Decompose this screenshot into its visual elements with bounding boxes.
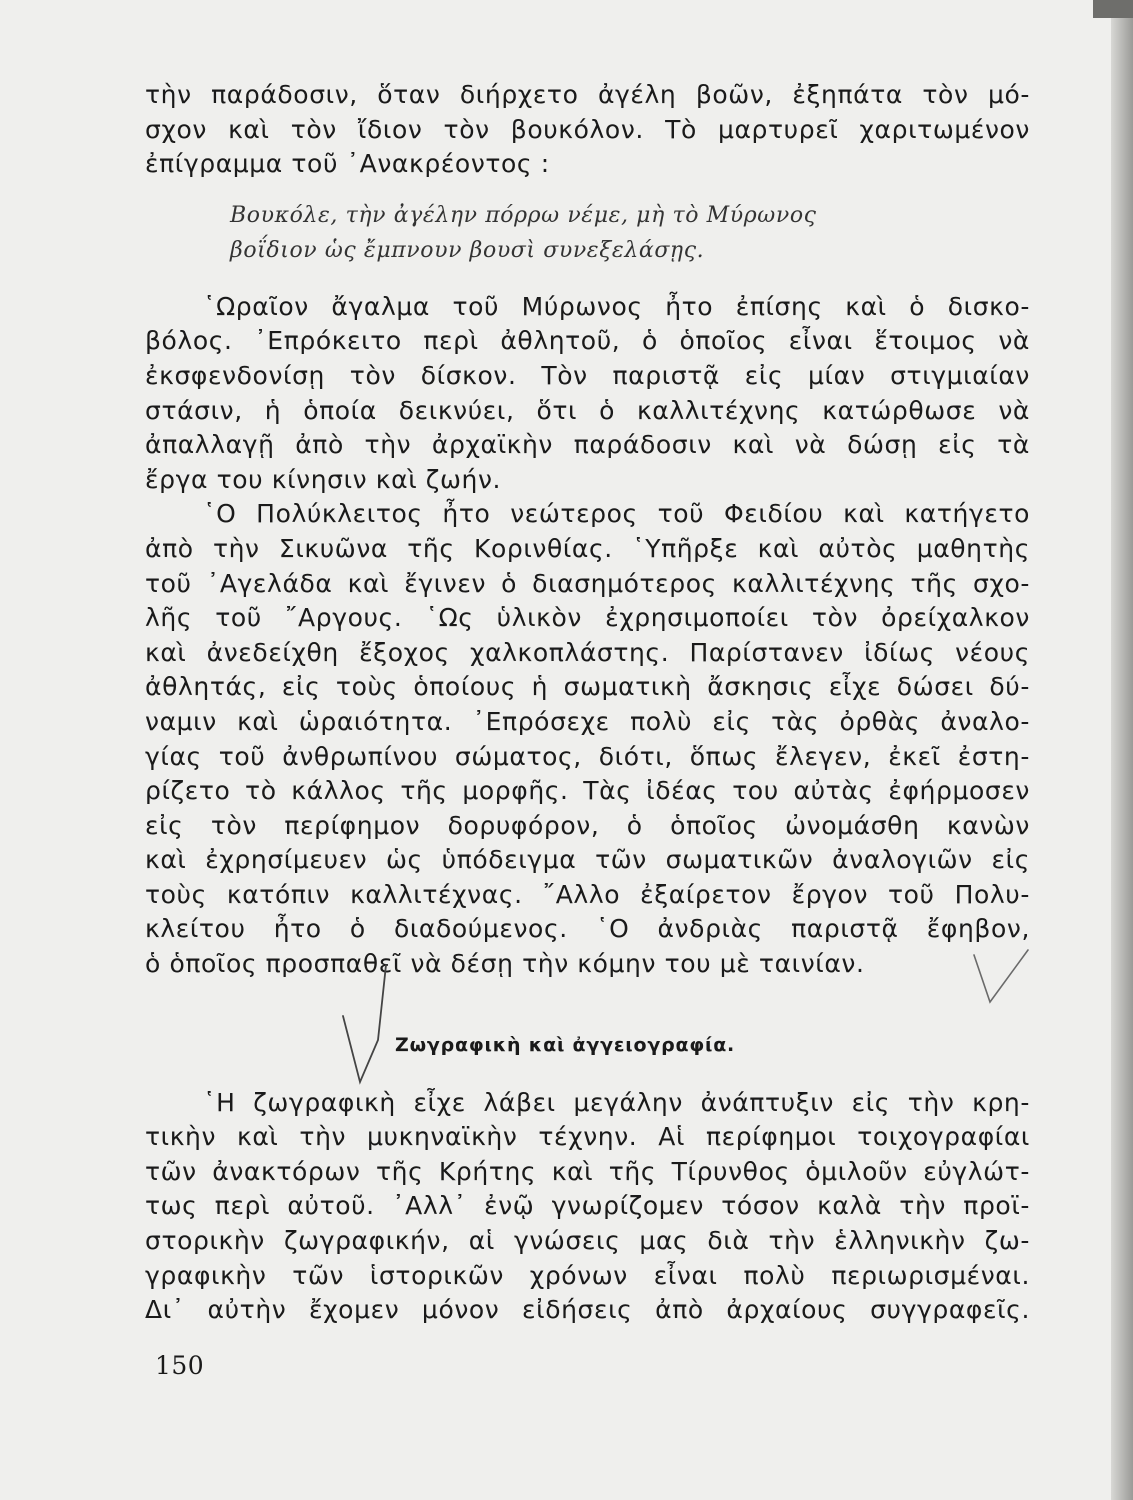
page-body — [145, 78, 1030, 1328]
text-line: κλείτου ἦτο ὁ διαδούμενος. ῾Ο ἀνδριὰς παριστᾷ ἔφηβον, — [145, 914, 1030, 944]
text-line: λῆς τοῦ ῎Αργους. ῾Ως ὑλικὸν ἐχρησιμοποίει τὸν ὀρείχαλκον — [145, 603, 1030, 633]
text-line: ῾Ο Πολύκλειτος ἦτο νεώτερος τοῦ Φειδίου καὶ κατήγετο — [203, 499, 1030, 529]
paragraph-3 — [145, 497, 1030, 981]
text-line: ῾Η ζωγραφικὴ εἶχε λάβει μεγάλην ἀνάπτυξιν εἰς τὴν κρη- — [203, 1087, 1030, 1117]
paragraph-1 — [145, 78, 1030, 182]
text-line: εἰς τὸν περίφημον δορυφόρον, ὁ ὁποῖος ὠνομάσθη κανὼν — [145, 810, 1030, 840]
text-line: καὶ ἀνεδείχθη ἔξοχος χαλκοπλάστης. Παρίστανεν ἰδίως νέους — [145, 637, 1030, 667]
text-line: γίας τοῦ ἀνθρωπίνου σώματος, διότι, ὅπως ἔλεγεν, ἐκεῖ ἐστη- — [145, 741, 1030, 771]
text-line: σχον καὶ τὸν ἴδιον τὸν βουκόλον. Τὸ μαρτυρεῖ χαριτωμένον — [145, 114, 1030, 144]
text-line: ἀθλητάς, εἰς τοὺς ὁποίους ἡ σωματικὴ ἄσκησις εἶχε δώσει δύ- — [145, 672, 1030, 702]
paragraph-4 — [145, 1086, 1030, 1328]
text-line: γραφικὴν τῶν ἱστορικῶν χρόνων εἶναι πολὺ περιωρισμέναι. — [145, 1260, 1030, 1290]
page-number: 150 — [155, 1351, 205, 1380]
text-line: τῶν ἀνακτόρων τῆς Κρήτης καὶ τῆς Τίρυνθος ὁμιλοῦν εὐγλώτ- — [145, 1156, 1030, 1186]
text-line: τὴν παράδοσιν, ὅταν διήρχετο ἀγέλη βοῶν, ἐξηπάτα τὸν μό- — [145, 80, 1030, 109]
paragraph-2 — [145, 290, 1030, 498]
page-corner-shadow — [1093, 0, 1133, 18]
text-line: ἐπίγραμμα τοῦ ᾿Ανακρέοντος : — [145, 149, 550, 179]
verse-line: Βουκόλε, τὴν ἀγέλην πόρρω νέμε, μὴ τὸ Μύρωνος — [230, 202, 817, 228]
verse-line: βοΐδιον ὡς ἔμπνουν βουσὶ συνεξελάσῃς. — [230, 237, 705, 263]
section-heading: Ζωγραφικὴ καὶ ἀγγειογραφία. — [395, 1033, 736, 1056]
text-line: καὶ ἐχρησίμευεν ὡς ὑπόδειγμα τῶν σωματικῶν ἀναλογιῶν εἰς — [145, 845, 1030, 875]
text-line: ἐκσφενδονίσῃ τὸν δίσκον. Τὸν παριστᾷ εἰς μίαν στιγμιαίαν — [145, 360, 1030, 390]
text-line: τοὺς κατόπιν καλλιτέχνας. ῎Αλλο ἐξαίρετον ἔργον τοῦ Πολυ- — [145, 879, 1030, 909]
text-line: τως περὶ αὐτοῦ. ᾿Αλλ᾿ ἐνῷ γνωρίζομεν τόσον καλὰ τὴν προϊ- — [145, 1191, 1030, 1221]
text-line: ρίζετο τὸ κάλλος τῆς μορφῆς. Τὰς ἰδέας του αὐτὰς ἐφήρμοσεν — [145, 776, 1030, 806]
text-line: ὁ ὁποῖος προσπαθεῖ νὰ δέσῃ τὴν κόμην του μὲ ταινίαν. — [145, 949, 865, 979]
text-line: στάσιν, ἡ ὁποία δεικνύει, ὅτι ὁ καλλιτέχνης κατώρθωσε νὰ — [145, 395, 1030, 425]
text-line: βόλος. ᾿Επρόκειτο περὶ ἀθλητοῦ, ὁ ὁποῖος εἶναι ἕτοιμος νὰ — [145, 326, 1030, 356]
text-line: ἀπαλλαγῇ ἀπὸ τὴν ἀρχαϊκὴν παράδοσιν καὶ νὰ δώσῃ εἰς τὰ — [145, 430, 1030, 460]
text-line: τικὴν καὶ τὴν μυκηναϊκὴν τέχνην. Αἱ περίφημοι τοιχογραφίαι — [145, 1122, 1030, 1152]
page-edge-shadow — [1111, 0, 1133, 1500]
text-line: στορικὴν ζωγραφικήν, αἱ γνώσεις μας διὰ τὴν ἑλληνικὴν ζω- — [145, 1226, 1030, 1256]
text-line: ἔργα του κίνησιν καὶ ζωήν. — [145, 464, 502, 494]
text-line: ναμιν καὶ ὡραιότητα. ᾿Επρόσεχε πολὺ εἰς τὰς ὀρθὰς ἀναλο- — [145, 706, 1030, 736]
text-line: ἀπὸ τὴν Σικυῶνα τῆς Κορινθίας. ῾Υπῆρξε καὶ αὐτὸς μαθητὴς — [145, 533, 1030, 563]
epigram-verse — [230, 198, 1030, 268]
text-line: τοῦ ᾿Αγελάδα καὶ ἔγινεν ὁ διασημότερος καλλιτέχνης τῆς σχο- — [145, 568, 1030, 598]
text-line: Δι᾿ αὐτὴν ἔχομεν μόνον εἰδήσεις ἀπὸ ἀρχαίους συγγραφεῖς. — [145, 1295, 1030, 1325]
text-line: ῾Ωραῖον ἄγαλμα τοῦ Μύρωνος ἦτο ἐπίσης καὶ ὁ δισκο- — [203, 291, 1030, 321]
